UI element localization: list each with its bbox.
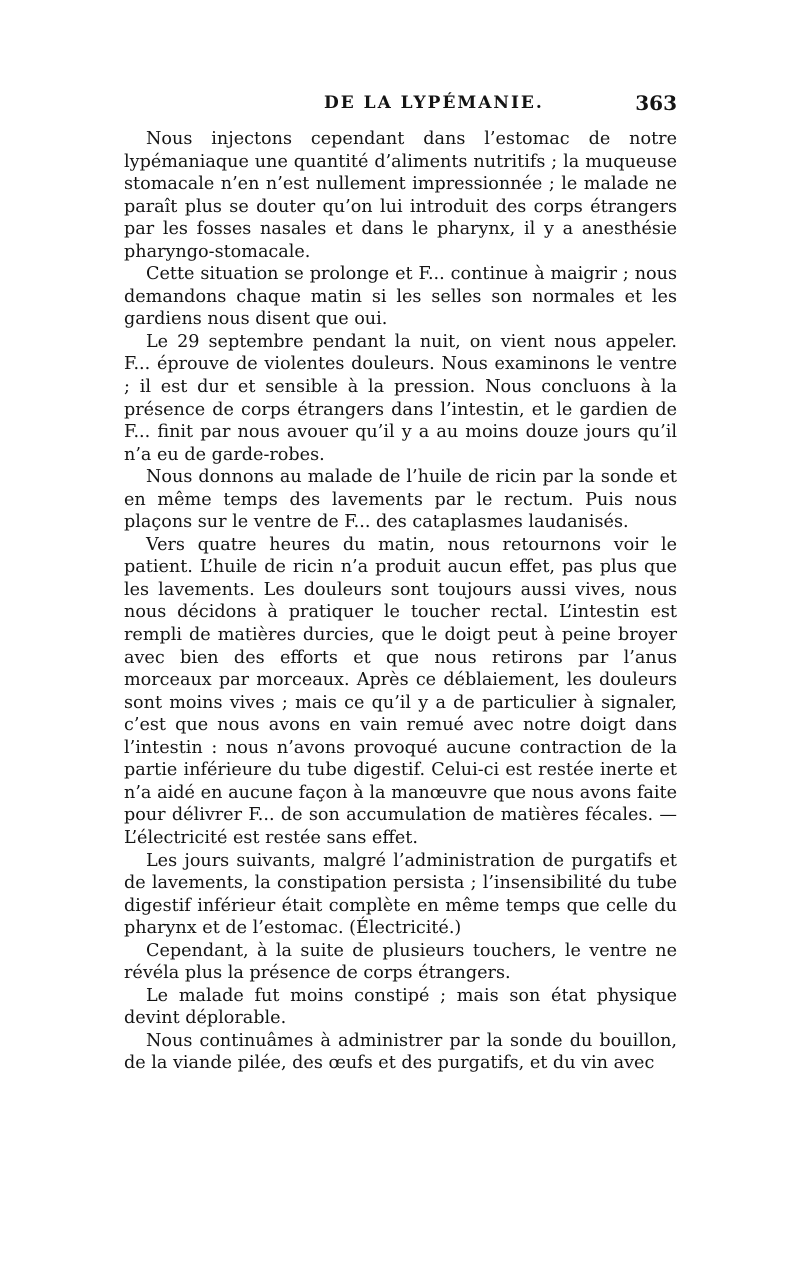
paragraph: Vers quatre heures du matin, nous retournons voir le patient. L’huile de ricin n’a produit aucun effet, pas plus que les lavements. Les douleurs sont toujours aussi vives, nous nous décidons à pratiquer le toucher rectal. L’intestin est rempli de matières durcies, que le doigt peut à peine broyer avec bien des efforts et que nous retirons par l’anus morceaux par morceaux. Après ce déblaiement, les douleurs sont moins vives ; mais ce qu’il y a de particulier à signaler, c’est que nous avons en vain remué avec notre doigt dans l’intestin : nous n’avons provoqué aucune contraction de la partie inférieure du tube digestif. Celui-ci est restée inerte et n’a aidé en aucune façon à la manœuvre que nous avons faite pour délivrer F... de son accumulation de matières fécales. — L’électricité est restée sans effet. — [124, 534, 677, 848]
paragraph: Cependant, à la suite de plusieurs touchers, le ventre ne révéla plus la présence de corps étrangers. — [124, 940, 677, 984]
paragraph: Le 29 septembre pendant la nuit, on vient nous appeler. F... éprouve de violentes douleurs. Nous examinons le ventre ; il est dur et sensible à la pression. Nous concluons à la présence de corps étrangers dans l’intestin, et le gardien de F... finit par nous avouer qu’il y a au moins douze jours qu’il n’a eu de garde-robes. — [124, 331, 677, 465]
running-title: DE LA LYPÉMANIE. — [324, 93, 544, 113]
paragraph: Nous injectons cependant dans l’estomac de notre lypémaniaque une quantité d’aliments nutritifs ; la muqueuse stomacale n’en n’est nullement impressionnée ; le malade ne paraît plus se douter qu’on lui introduit des corps étrangers par les fosses nasales et dans le pharynx, il y a anesthésie pharyngo-stomacale. — [124, 129, 677, 262]
paragraph: Les jours suivants, malgré l’administration de purgatifs et de lavements, la constipation persista ; l’insensibilité du tube digestif inférieur était complète en même temps que celle du pharynx et de l’estomac. (Électricité.) — [124, 850, 677, 939]
body-text — [124, 128, 677, 1075]
paragraph: Cette situation se prolonge et F... continue à maigrir ; nous demandons chaque matin si les selles son normales et les gardiens nous disent que oui. — [124, 264, 677, 330]
paragraph: Le malade fut moins constipé ; mais son état physique devint déplorable. — [124, 985, 677, 1029]
paragraph: Nous continuâmes à administrer par la sonde du bouillon, de la viande pilée, des œufs et des purgatifs, et du vin avec — [124, 1030, 677, 1074]
page-header — [124, 93, 677, 123]
paragraph: Nous donnons au malade de l’huile de ricin par la sonde et en même temps des lavements par le rectum. Puis nous plaçons sur le ventre de F... des cataplasmes laudanisés. — [124, 467, 677, 533]
page-number: 363 — [635, 91, 677, 115]
